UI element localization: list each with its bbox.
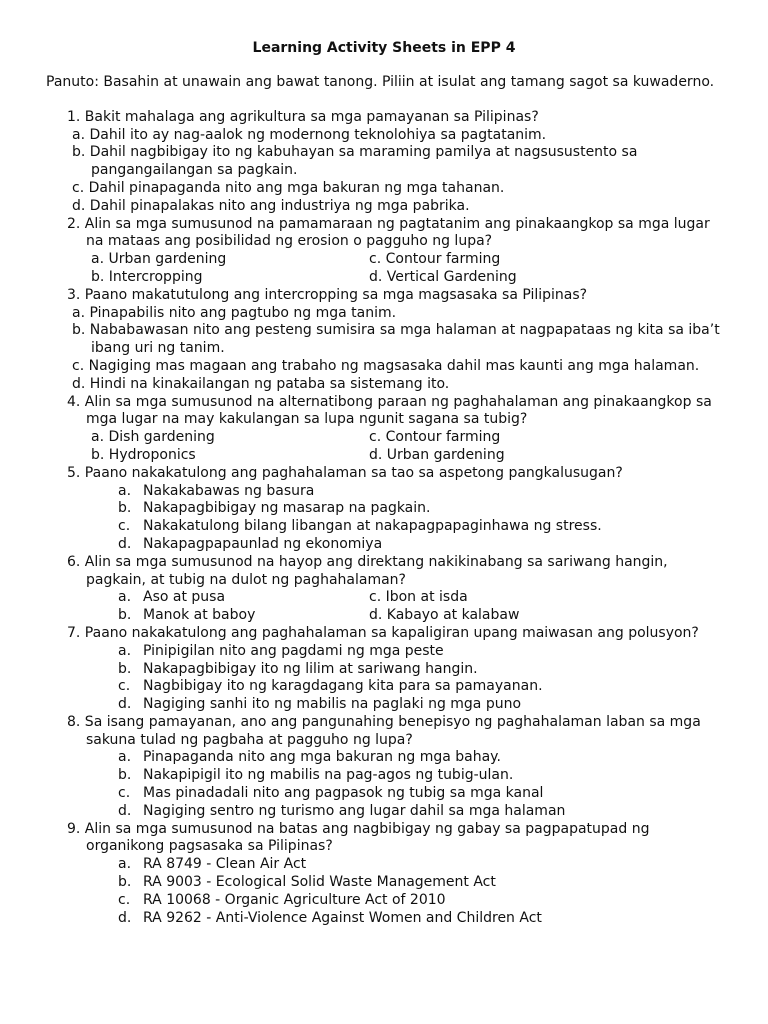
- question-1: [46, 109, 722, 216]
- option: a. Urban gardening: [91, 251, 227, 268]
- option: [46, 536, 722, 554]
- option-text: Pinipigilan nito ang pagdami ng mga peste: [143, 642, 444, 659]
- option-letter: d.: [118, 535, 132, 552]
- option-letter: a.: [118, 642, 132, 659]
- option-text: Nakapipigil ito ng mabilis na pag-agos ng tubig-ulan.: [143, 767, 514, 784]
- option: [46, 643, 722, 661]
- instructions: Panuto: Basahin at unawain ang bawat tanong. Piliin at isulat ang tamang sagot sa kuwaderno.: [46, 74, 715, 90]
- option: d. Urban gardening: [369, 446, 505, 463]
- option-letter: a.: [118, 482, 132, 499]
- option: c. Nagiging mas magaan ang trabaho ng magsasaka dahil mas kaunti ang mga halaman.: [72, 357, 700, 374]
- option-letter: c.: [118, 891, 131, 908]
- question-text: 3. Paano makatutulong ang intercropping sa mga magsasaka sa Pilipinas?: [67, 286, 588, 303]
- option-letter: b.: [118, 660, 132, 677]
- option: [46, 678, 722, 696]
- option: b. Intercropping: [91, 268, 203, 285]
- option: [46, 661, 722, 679]
- option: d. Hindi na kinakailangan ng pataba sa sistemang ito.: [72, 375, 450, 392]
- option-letter: b.: [118, 767, 132, 784]
- option-text: d. Kabayo at kalabaw: [369, 607, 520, 624]
- question-3: [46, 287, 722, 394]
- option: [46, 874, 722, 892]
- option-letter: b.: [118, 607, 132, 624]
- option-text: RA 9003 - Ecological Solid Waste Management Act: [143, 874, 496, 891]
- question-text: 8. Sa isang pamayanan, ano ang pangunahing benepisyo ng paghahalaman laban sa mga sakuna tulad ng pagbaha at pagguho ng lupa?: [67, 713, 701, 748]
- option: [369, 589, 722, 607]
- option: [118, 607, 369, 625]
- option: [46, 749, 722, 767]
- option-letter: b.: [118, 874, 132, 891]
- option-text: RA 8749 - Clean Air Act: [143, 856, 307, 873]
- option: [46, 500, 722, 518]
- question-7: [46, 625, 722, 714]
- option-text: RA 9262 - Anti-Violence Against Women and Children Act: [143, 909, 542, 926]
- option: b. Hydroponics: [91, 446, 196, 463]
- option: [46, 767, 722, 785]
- option: [46, 518, 722, 536]
- option-text: Nagiging sanhi ito ng mabilis na paglaki ng mga puno: [143, 696, 522, 713]
- option: c. Contour farming: [369, 251, 501, 268]
- question-text: 2. Alin sa mga sumusunod na pamamaraan ng pagtatanim ang pinakaangkop sa mga lugar na mataas ang posibilidad ng erosion o pagguho ng lupa?: [67, 215, 710, 250]
- question-5: [46, 465, 722, 554]
- option-text: Aso at pusa: [143, 589, 226, 606]
- option: [46, 803, 722, 821]
- option-text: RA 10068 - Organic Agriculture Act of 2010: [143, 891, 446, 908]
- option: a. Pinapabilis nito ang pagtubo ng mga tanim.: [72, 304, 397, 321]
- option-text: Nagbibigay ito ng karagdagang kita para sa pamayanan.: [143, 678, 543, 695]
- option: [46, 892, 722, 910]
- option-text: Manok at baboy: [143, 607, 256, 624]
- option: [369, 607, 722, 625]
- option-letter: b.: [118, 500, 132, 517]
- option-text: Nakapagpapaunlad ng ekonomiya: [143, 535, 383, 552]
- option: [46, 785, 722, 803]
- option-text: Nakapagbibigay ng masarap na pagkain.: [143, 500, 431, 517]
- question-8: [46, 714, 722, 821]
- option: [46, 910, 722, 928]
- question-2: [46, 216, 722, 287]
- option: a. Dish gardening: [91, 429, 215, 446]
- option: d. Vertical Gardening: [369, 268, 517, 285]
- option-letter: d.: [118, 802, 132, 819]
- question-text: 7. Paano nakakatulong ang paghahalaman sa kapaligiran upang maiwasan ang polusyon?: [67, 624, 699, 641]
- option: [46, 856, 722, 874]
- option: d. Dahil pinapalakas nito ang industriya ng mga pabrika.: [72, 197, 470, 214]
- question-text: 4. Alin sa mga sumusunod na alternatibong paraan ng paghahalaman ang pinakaangkop sa mga lugar na may kakulangan sa lupa ngunit sagana sa tubig?: [67, 393, 712, 428]
- question-text: 5. Paano nakakatulong ang paghahalaman sa tao sa aspetong pangkalusugan?: [67, 464, 623, 481]
- page-title: Learning Activity Sheets in EPP 4: [252, 40, 516, 56]
- option-text: Pinapaganda nito ang mga bakuran ng mga bahay.: [143, 749, 501, 766]
- question-4: [46, 394, 722, 465]
- option: c. Contour farming: [369, 429, 501, 446]
- option-text: Nakapagbibigay ito ng lilim at sariwang hangin.: [143, 660, 478, 677]
- option-letter: c.: [118, 518, 131, 535]
- option-letter: d.: [118, 696, 132, 713]
- question-text: 1. Bakit mahalaga ang agrikultura sa mga pamayanan sa Pilipinas?: [67, 108, 539, 125]
- option-letter: a.: [118, 589, 132, 606]
- question-9: [46, 821, 722, 928]
- option: [118, 589, 369, 607]
- question-text: 9. Alin sa mga sumusunod na batas ang nagbibigay ng gabay sa pagpapatupad ng organikong pagsasaka sa Pilipinas?: [67, 820, 650, 855]
- option-text: Nakakatulong bilang libangan at nakapagpapaginhawa ng stress.: [143, 518, 602, 535]
- option: b. Dahil nagbibigay ito ng kabuhayan sa maraming pamilya at nagsusustento sa pangangailangan sa pagkain.: [72, 144, 638, 179]
- option-letter: a.: [118, 856, 132, 873]
- option-letter: c.: [118, 785, 131, 802]
- option-text: Nakakabawas ng basura: [143, 482, 315, 499]
- option-text: c. Ibon at isda: [369, 589, 468, 606]
- option-text: Nagiging sentro ng turismo ang lugar dahil sa mga halaman: [143, 802, 566, 819]
- question-6: [46, 554, 722, 625]
- option-letter: c.: [118, 678, 131, 695]
- question-text: 6. Alin sa mga sumusunod na hayop ang direktang nakikinabang sa sariwang hangin, pagkain, at tubig na dulot ng paghahalaman?: [67, 553, 668, 588]
- option: [46, 696, 722, 714]
- option: [46, 483, 722, 501]
- option-letter: d.: [118, 909, 132, 926]
- option: a. Dahil ito ay nag-aalok ng modernong teknolohiya sa pagtatanim.: [72, 126, 547, 143]
- option: c. Dahil pinapaganda nito ang mga bakuran ng mga tahanan.: [72, 179, 505, 196]
- option-letter: a.: [118, 749, 132, 766]
- option-text: Mas pinadadali nito ang pagpasok ng tubig sa mga kanal: [143, 785, 544, 802]
- option: b. Nababawasan nito ang pesteng sumisira sa mga halaman at nagpapataas ng kita sa iba’t ibang uri ng tanim.: [72, 322, 720, 357]
